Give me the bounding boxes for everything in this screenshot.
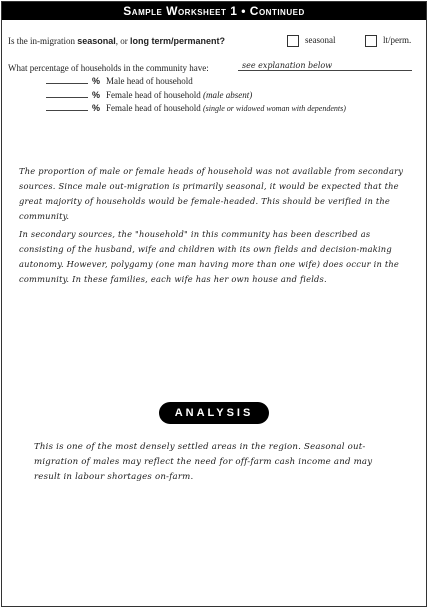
household-question-text: What percentage of households in the community have: xyxy=(8,63,209,73)
analysis-badge xyxy=(159,402,269,424)
lt-perm-checkbox[interactable] xyxy=(365,35,377,47)
row-male-head xyxy=(46,74,193,86)
percentage-blank[interactable] xyxy=(46,88,88,98)
seasonal-checkbox[interactable] xyxy=(287,35,299,47)
row-female-head-male-absent xyxy=(46,88,252,100)
note-paragraph-2: In secondary sources, the "household" in this community has been described as consisting of the husband, wife and children with its own fields and decision-making autonomy. However, polygamy (one man having more than one wife) does occur in the community. In these families, each wife has her own house and fields. xyxy=(19,229,400,284)
percent-sign: % xyxy=(92,90,101,100)
seasonal-checkbox-group[interactable] xyxy=(287,35,336,47)
analysis-label: ANALYSIS xyxy=(159,402,269,424)
answer-line[interactable] xyxy=(238,70,412,71)
question1-connector: , or xyxy=(115,36,128,46)
percentage-blank[interactable] xyxy=(46,74,88,84)
row-label: Male head of household xyxy=(106,76,193,86)
option-long-term-text: long term/permanent? xyxy=(130,36,226,46)
seasonal-checkbox-label: seasonal xyxy=(305,35,336,46)
worksheet-title: Sample Worksheet 1 • Continued xyxy=(123,4,305,18)
household-answer: see explanation below xyxy=(242,61,333,70)
row-label: Female head of household xyxy=(106,90,201,100)
question1-prefix: Is the in-migration xyxy=(8,36,75,46)
lt-perm-checkbox-group[interactable] xyxy=(365,35,411,47)
percent-sign: % xyxy=(92,76,101,86)
percentage-blank[interactable] xyxy=(46,101,88,111)
analysis-text: This is one of the most densely settled areas in the region. Seasonal out-migration of males may reflect the need for off-farm cash income and may result in labour shortages on-farm. xyxy=(34,442,373,482)
household-question xyxy=(8,63,422,73)
row-female-head-single xyxy=(46,101,346,113)
row-note: (male absent) xyxy=(203,90,253,100)
worksheet-page xyxy=(1,1,427,607)
worksheet-header xyxy=(2,2,426,20)
row-note: (single or widowed woman with dependents) xyxy=(203,104,346,113)
note-paragraph-1: The proportion of male or female heads of household was not available from secondary sources. Since male out-migration is primarily seasonal, it would be expected that the great majority of households would be female-headed. This should be verified in the community. xyxy=(19,166,404,221)
percent-sign: % xyxy=(92,103,101,113)
lt-perm-checkbox-label: lt/perm. xyxy=(383,35,412,46)
row-label: Female head of household xyxy=(106,103,201,113)
option-seasonal-text: seasonal xyxy=(77,36,116,46)
migration-question xyxy=(8,36,422,46)
